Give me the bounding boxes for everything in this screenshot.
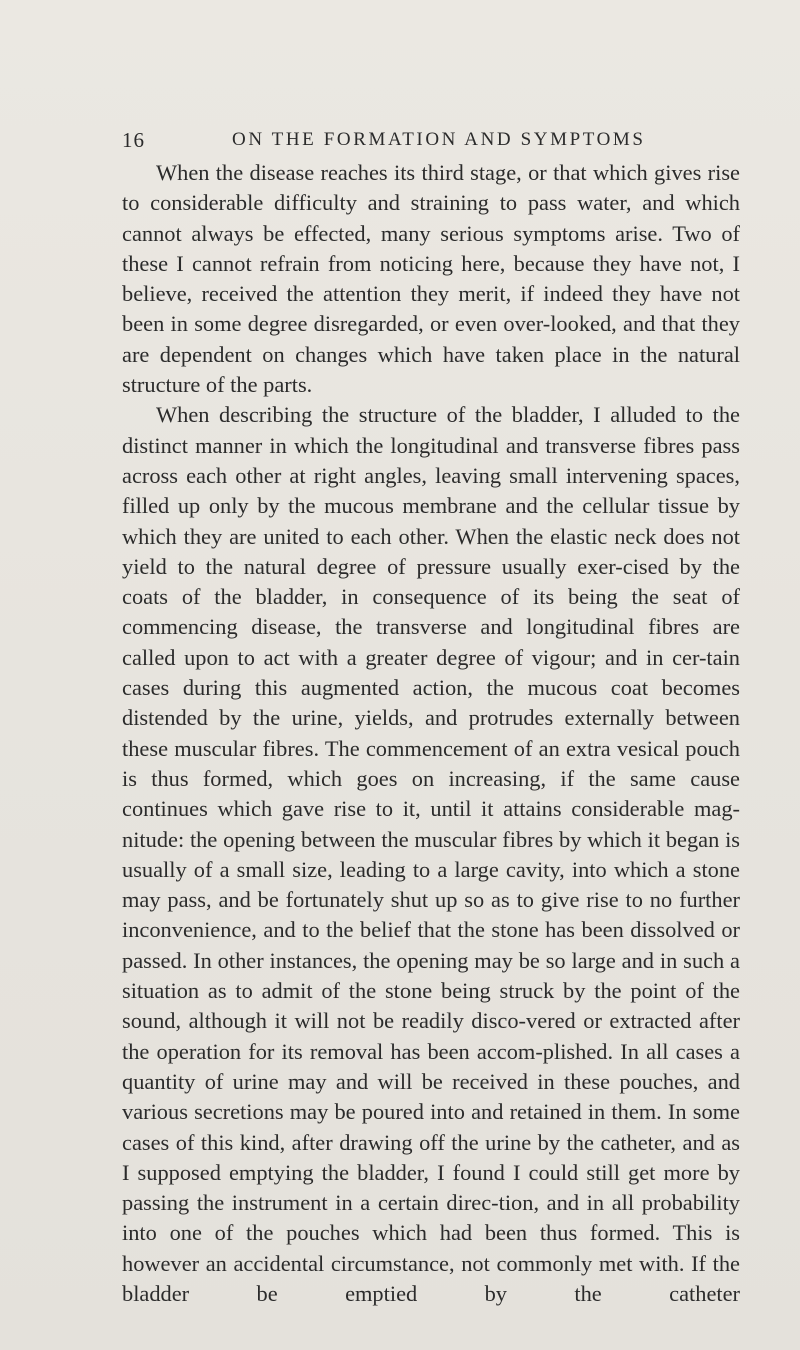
body-text: [122, 158, 740, 1309]
page-number: 16: [122, 128, 145, 152]
page-header: [122, 128, 742, 156]
paragraph: When describing the structure of the bladder, I alluded to the distinct manner in which the longitudinal and transverse fibres pass across each other at right angles, leaving small intervening spaces, filled up only by the mucous membrane and the cellular tissue by which they are united to each other. When the elastic neck does not yield to the natural degree of pressure usually exer-cised by the coats of the bladder, in consequence of its being the seat of commencing disease, the transverse and longitudinal fibres are called upon to act with a greater degree of vigour; and in cer-tain cases during this augmented action, the mucous coat becomes distended by the urine, yields, and protrudes externally between these muscular fibres. The commencement of an extra vesical pouch is thus formed, which goes on increasing, if the same cause continues which gave rise to it, until it attains considerable mag-nitude: the opening between the muscular fibres by which it began is usually of a small size, leading to a large cavity, into which a stone may pass, and be fortunately shut up so as to give rise to no further inconvenience, and to the belief that the stone has been dissolved or passed. In other instances, the opening may be so large and in such a situation as to admit of the stone being struck by the point of the sound, although it will not be readily disco-vered or extracted after the operation for its removal has been accom-plished. In all cases a quantity of urine may and will be received in these pouches, and various secretions may be poured into and retained in them. In some cases of this kind, after drawing off the urine by the catheter, and as I supposed emptying the bladder, I found I could still get more by passing the instrument in a certain direc-tion, and in all probability into one of the pouches which had been thus formed. This is however an accidental circumstance, not commonly met with. If the bladder be emptied by the catheter: [122, 402, 740, 1306]
paragraph: When the disease reaches its third stage, or that which gives rise to considerable difficulty and straining to pass water, and which cannot always be effected, many serious symptoms arise. Two of these I cannot refrain from noticing here, because they have not, I believe, received the attention they merit, if indeed they have not been in some degree disregarded, or even over-looked, and that they are dependent on changes which have taken place in the natural structure of the parts.: [122, 160, 740, 398]
running-title: ON THE FORMATION AND SYMPTOMS: [232, 129, 646, 150]
